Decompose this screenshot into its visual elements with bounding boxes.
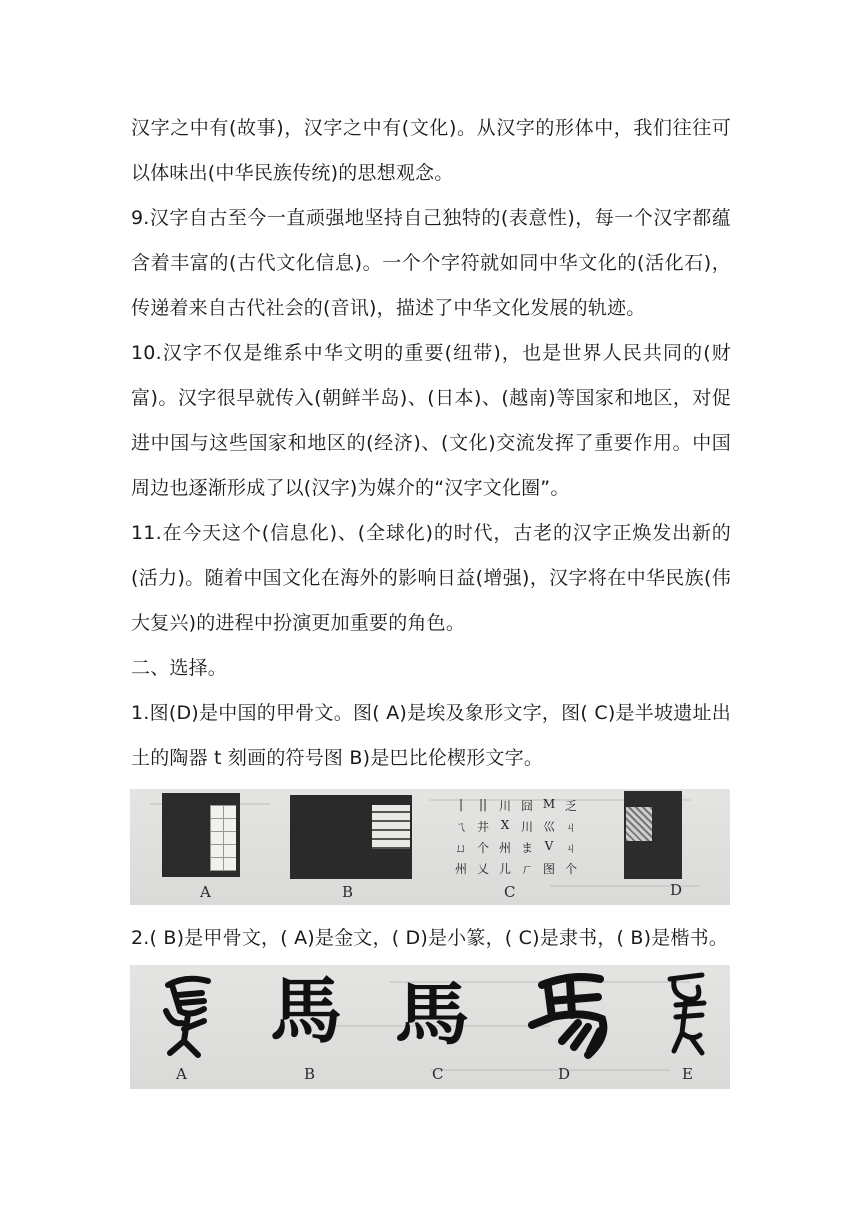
symbol-c: ま xyxy=(520,841,533,855)
figure1-label-c: C xyxy=(504,883,516,901)
symbol-c: X xyxy=(500,818,510,832)
figure2-label-a: A xyxy=(176,1065,187,1083)
figure-ancient-scripts xyxy=(130,789,730,905)
symbol-c: 州 xyxy=(454,862,467,876)
figure1-label-b: B xyxy=(342,883,354,901)
figure1-panel-a-image xyxy=(162,793,240,877)
symbol-c: 个 xyxy=(476,841,489,855)
figure-horse-character-evolution xyxy=(130,965,730,1089)
horse-glyph-a-icon xyxy=(158,971,222,1065)
symbol-c: 川 xyxy=(498,799,511,813)
figure1-panel-c-symbols xyxy=(450,797,590,881)
figure2-label-d: D xyxy=(558,1065,571,1083)
horse-glyph-d-icon xyxy=(522,967,618,1065)
section-heading-choice: 二、选择。 xyxy=(131,657,228,679)
paragraph-question-10: 10.汉字不仅是维系中华文明的重要(纽带)，也是世界人民共同的(财富)。汉字很早就传入(朝鲜半岛)、(日本)、(越南)等国家和地区，对促进中国与这些国家和地区的(经济)、(文化)交流发挥了重要作用。中国周边也逐渐形成了以(汉字)为媒介的“汉字文化圈”。 xyxy=(131,342,731,499)
symbol-c: V xyxy=(544,839,554,853)
figure1-label-a: A xyxy=(200,883,211,901)
figure2-label-c: C xyxy=(432,1065,444,1083)
figure1-label-d: D xyxy=(670,881,683,899)
symbol-c: M xyxy=(542,797,556,811)
symbol-c: ㄩ xyxy=(454,841,467,855)
figure1-panel-d-image xyxy=(624,791,682,879)
symbol-c: 乂 xyxy=(476,862,489,876)
symbol-c: ㄐ xyxy=(564,841,577,855)
symbol-c: | xyxy=(458,797,464,811)
symbol-c: 个 xyxy=(564,862,577,876)
symbol-c: 州 xyxy=(498,841,511,855)
symbol-c: 图 xyxy=(542,862,555,876)
choice-question-1: 1.图(D)是中国的甲骨文。图( A)是埃及象形文字，图( C)是半坡遗址出土的陶器 t 刻画的符号图 B)是巴比伦楔形文字。 xyxy=(131,702,731,769)
horse-glyph-c: 馬 xyxy=(394,975,470,1055)
choice-question-2: 2.( B)是甲骨文，( A)是金文，( D)是小篆，( C)是隶书，( B)是楷书。 xyxy=(131,927,729,949)
paragraph-intro: 汉字之中有(故事)，汉字之中有(文化)。从汉字的形体中，我们往往可以体味出(中华民族传统)的思想观念。 xyxy=(131,117,731,184)
symbol-c: 巛 xyxy=(542,820,555,834)
horse-glyph-b: 馬 xyxy=(270,969,343,1053)
figure2-label-e: E xyxy=(682,1065,693,1083)
figure1-panel-b-image xyxy=(290,795,412,879)
figure2-label-b: B xyxy=(304,1065,316,1083)
symbol-c: 乏 xyxy=(564,799,577,813)
paragraph-question-11: 11.在今天这个(信息化)、(全球化)的时代，古老的汉字正焕发出新的(活力)。随着中国文化在海外的影响日益(增强)，汉字将在中华民族(伟大复兴)的进程中扮演更加重要的角色。 xyxy=(131,522,731,634)
paragraph-question-9: 9.汉字自古至今一直顽强地坚持自己独特的(表意性)，每一个汉字都蕴含着丰富的(古代文化信息)。一个个字符就如同中华文化的(活化石)，传递着来自古代社会的(音讯)，描述了中华文化发展的轨迹。 xyxy=(131,207,731,319)
symbol-c: || xyxy=(478,797,488,811)
symbol-c: 囧 xyxy=(520,799,533,813)
horse-glyph-e-icon xyxy=(662,969,716,1063)
symbol-c: 儿 xyxy=(498,862,511,876)
symbol-c: 川 xyxy=(520,820,533,834)
symbol-c: 井 xyxy=(476,820,489,834)
symbol-c: ㄟ xyxy=(454,820,467,834)
symbol-c: ㄐ xyxy=(564,820,577,834)
symbol-c: ㄏ xyxy=(520,862,533,876)
